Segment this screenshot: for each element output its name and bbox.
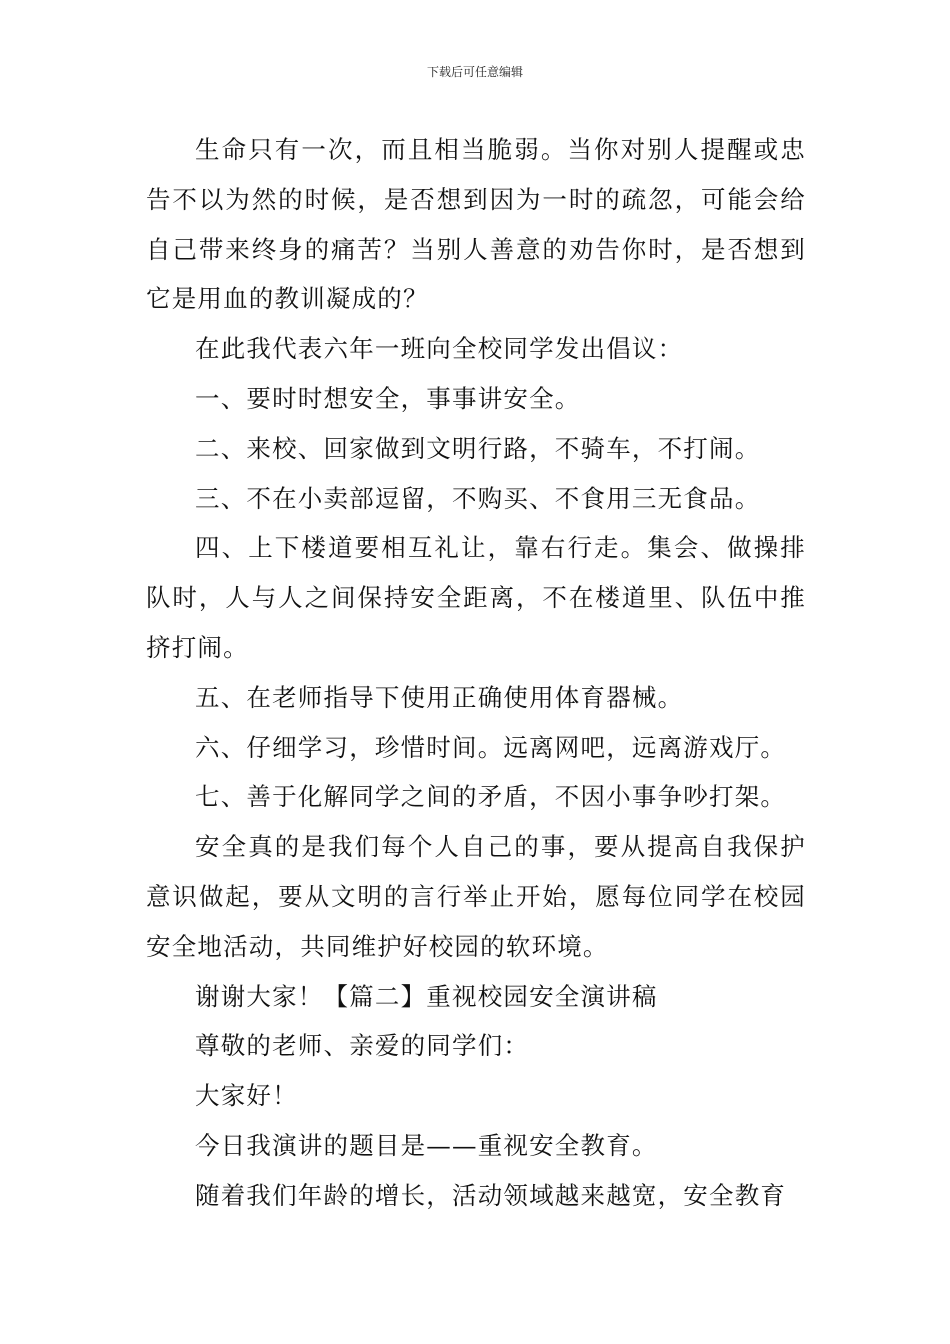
paragraph-proposal-5: 五、在老师指导下使用正确使用体育器械。: [195, 682, 684, 712]
paragraph-proposal-1: 一、要时时想安全，事事讲安全。: [195, 383, 581, 413]
paragraph-proposal-6: 六、仔细学习，珍惜时间。远离网吧，远离游戏厅。: [195, 732, 787, 762]
paragraph-thanks-section-two: 谢谢大家！【篇二】重视校园安全演讲稿: [195, 981, 658, 1011]
paragraph-hello: 大家好！: [195, 1081, 298, 1111]
paragraph-age-growth: 随着我们年龄的增长，活动领域越来越宽，安全教育: [195, 1180, 787, 1210]
paragraph-proposal-7: 七、善于化解同学之间的矛盾，不因小事争吵打架。: [195, 782, 787, 812]
paragraph-proposal-2: 二、来校、回家做到文明行路，不骑车，不打闹。: [195, 433, 761, 463]
page-header: 下载后可任意编辑: [426, 65, 523, 79]
paragraph-proposal-intro: 在此我代表六年一班向全校同学发出倡议：: [195, 334, 684, 364]
paragraph-life-is-fragile: 生命只有一次，而且相当脆弱。当你对别人提醒或忠告不以为然的时候，是否想到因为一时的疏忽，可能会给自己带来终身的痛苦？当别人善意的劝告你时，是否想到它是用血的教训凝成的？: [146, 135, 806, 314]
paragraph-greeting-audience: 尊敬的老师、亲爱的同学们：: [195, 1031, 530, 1061]
paragraph-conclusion: 安全真的是我们每个人自己的事，要从提高自我保护意识做起，要从文明的言行举止开始，愿每位同学在校园安全地活动，共同维护好校园的软环境。: [146, 832, 806, 961]
paragraph-proposal-3: 三、不在小卖部逗留，不购买、不食用三无食品。: [195, 483, 761, 513]
paragraph-proposal-4: 四、上下楼道要相互礼让，靠右行走。集会、做操排队时，人与人之间保持安全距离，不在楼道里、队伍中推挤打闹。: [146, 533, 806, 662]
paragraph-speech-topic: 今日我演讲的题目是——重视安全教育。: [195, 1130, 658, 1160]
document-body: [146, 125, 806, 1221]
